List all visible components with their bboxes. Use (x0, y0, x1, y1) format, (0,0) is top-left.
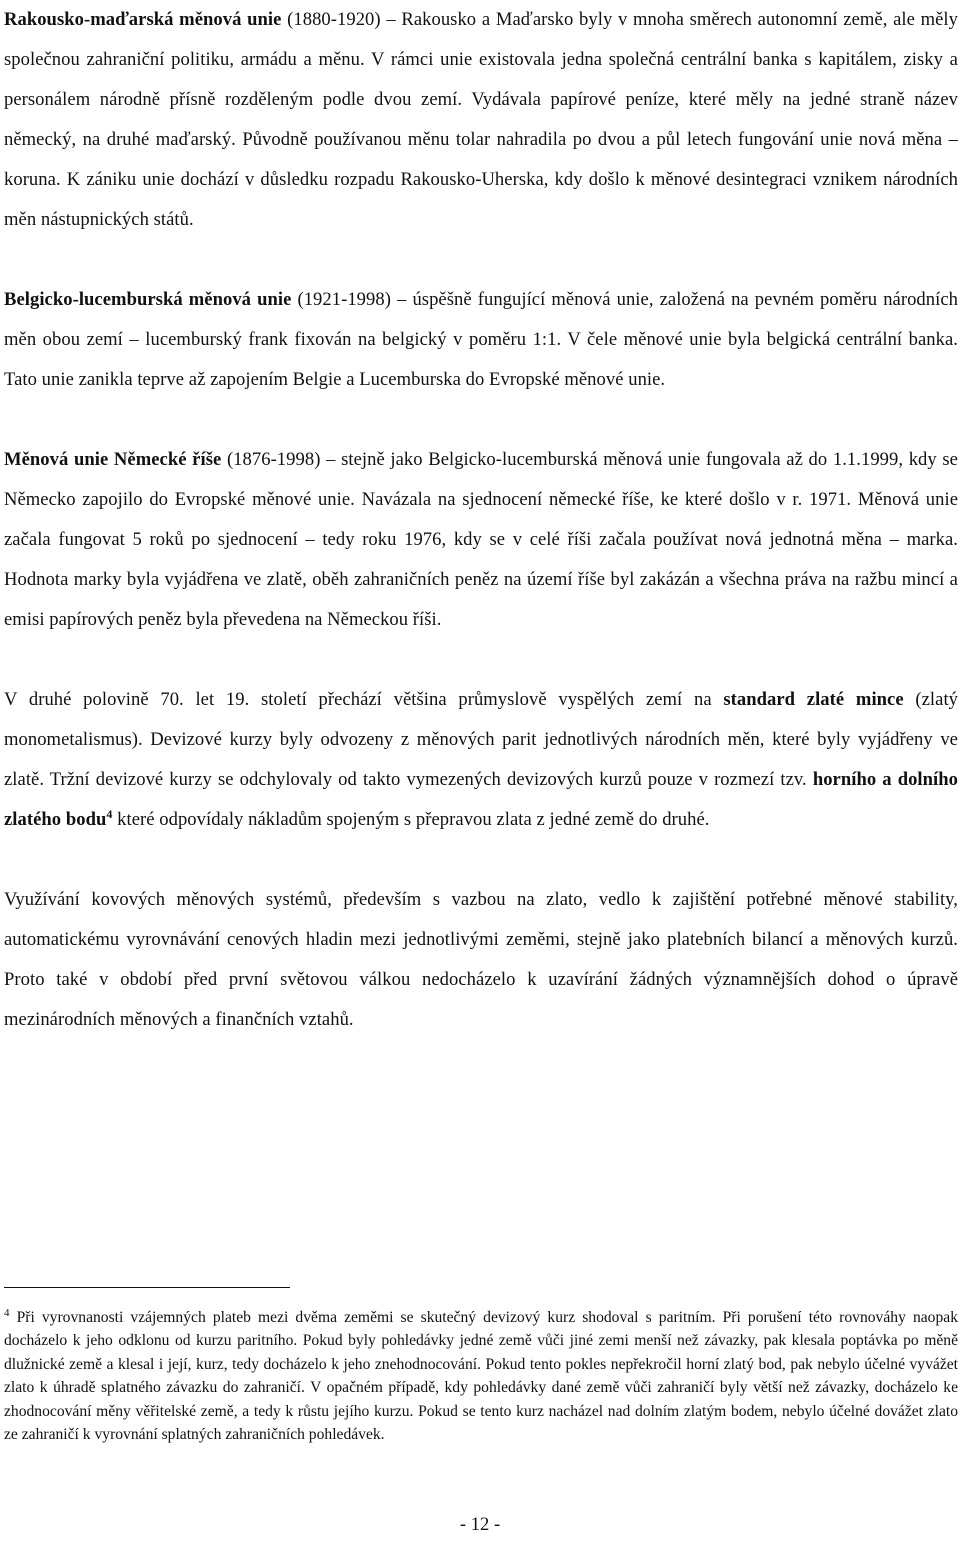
footnote (4, 1306, 958, 1446)
bold-term: horního a dolního zlatého bodu (4, 769, 958, 830)
paragraph-metal-systems (4, 880, 958, 1040)
footnote-text: Při vyrovnanosti vzájemných plateb mezi dvěma zeměmi se skutečný devizový kurz shodoval s paritním. Při porušení této rovnováhy naopak docházelo k jeho odklonu od kurzu paritního. Pokud byly pohledávky jedné země vůči jiné zemi menší než závazky, pak klesala poptávka po měně dlužnické země a klesal i její, kurz, tedy docházelo k jeho znehodnocování. Pokud tento pokles nepřekročil horní zlatý bod, pak nebylo účelné vyvážet zlato k úhradě splatného závazku do zahraničí. V opačném případě, kdy pohledávky dané země vůči zahraničí byly větší než závazky, docházelo ke zhodnocování měny věřitelské země, a tedy k růstu jejího kurzu. Pokud se tento kurz nacházel nad dolním zlatým bodem, nebylo účelné dovážet zlato ze zahraničí k vyrovnání splatných zahraničních pohledávek. (4, 1309, 958, 1444)
paragraph-text: (zlatý monometalismus). Devizové kurzy byly odvozeny z měnových parit jednotlivých národních měn, které byly vyjádřeny ve zlatě. Tržní devizové kurzy se odchylovaly od takto vymezených devizových kurzů pouze v rozmezí tzv. (4, 689, 959, 790)
paragraph-spacer (4, 240, 958, 280)
paragraph-heading: Měnová unie Německé říše (4, 449, 222, 470)
paragraph-spacer (4, 640, 958, 680)
paragraph-belgium-luxembourg-union (4, 280, 958, 400)
paragraph-heading: Rakousko-maďarská měnová unie (4, 9, 282, 30)
footnote-separator (4, 1287, 290, 1288)
paragraph-german-empire-union (4, 440, 958, 640)
paragraph-text: (1876-1998) – stejně jako Belgicko-lucemburská měnová unie fungovala až do 1.1.1999, kdy se Německo zapojilo do Evropské měnové unie. Navázala na sjednocení německé říše, ke které došlo v r. 1971. Měnová unie začala fungovat 5 roků po sjednocení – tedy roku 1976, kdy se v celé říši začala používat nová jednotná měna – marka. Hodnota marky byla vyjádřena ve zlatě, oběh zahraničních peněz na území říše byl zakázán a všechna práva na ražbu mincí a emisi papírových peněz byla převedena na Německou říši. (4, 449, 958, 630)
paragraph-text: Využívání kovových měnových systémů, především s vazbou na zlato, vedlo k zajištění potřebné měnové stability, automatickému vyrovnávání cenových hladin mezi jednotlivými zeměmi, stejně jako platebních bilancí a měnových kurzů. Proto také v období před první světovou válkou nedocházelo k uzavírání žádných významnějších dohod o úpravě mezinárodních měnových a finančních vztahů. (4, 889, 958, 1030)
footnote-reference[interactable]: 4 (106, 807, 113, 821)
paragraph-text: (1921-1998) – úspěšně fungující měnová unie, založená na pevném poměru národních měn obou zemí – lucemburský frank fixován na belgický v poměru 1:1. V čele měnové unie byla belgická centrální banka. Tato unie zanikla teprve až zapojením Belgie a Lucemburska do Evropské měnové unie. (4, 289, 958, 390)
paragraph-text: V druhé polovině 70. let 19. století přechází většina průmyslově vyspělých zemí na (4, 689, 724, 710)
paragraph-spacer (4, 400, 958, 440)
document-body (4, 0, 958, 1040)
paragraph-text: které odpovídaly nákladům spojeným s přepravou zlata z jedné země do druhé. (112, 809, 710, 830)
footnote-marker: 4 (4, 1307, 10, 1319)
paragraph-heading: Belgicko-lucemburská měnová unie (4, 289, 292, 310)
bold-term: standard zlaté mince (723, 689, 904, 710)
paragraph-text: (1880-1920) – Rakousko a Maďarsko byly v mnoha směrech autonomní země, ale měly společnou zahraniční politiku, armádu a měnu. V rámci unie existovala jedna společná centrální banka s kapitálem, zisky a personálem národně přísně rozděleným podle dvou zemí. Vydávala papírové peníze, které měly na jedné straně název německý, na druhé maďarský. Původně používanou měnu tolar nahradila po dvou a půl letech fungování unie nová měna – koruna. K zániku unie dochází v důsledku rozpadu Rakousko-Uherska, kdy došlo k měnové desintegraci vznikem národních měn nástupnických států. (4, 9, 958, 230)
paragraph-spacer (4, 840, 958, 880)
paragraph-gold-standard (4, 680, 958, 840)
page-number: - 12 - (459, 1514, 501, 1535)
paragraph-austro-hungarian-union (4, 0, 958, 240)
